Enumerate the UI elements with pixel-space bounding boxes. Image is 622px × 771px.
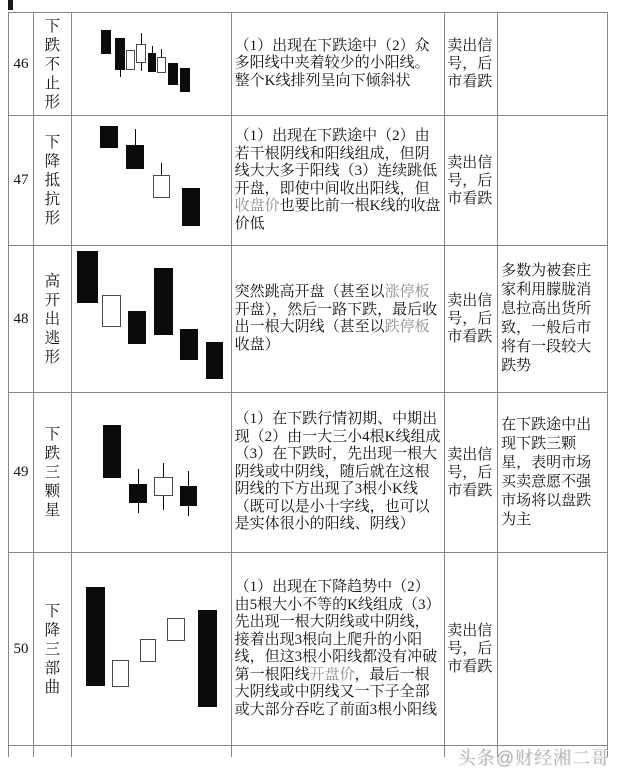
row-number: 47 — [9, 116, 34, 246]
pattern-name-cell — [34, 13, 72, 116]
pattern-name: 下跌三颗星 — [44, 426, 61, 519]
candle-black — [101, 30, 111, 54]
text-segment: 收盘） — [234, 336, 280, 353]
note-cell — [498, 13, 608, 116]
text-segment: ，最后一根大阴线或中阴线又一下子全部或大部分吞吃了前面3根小阳线 — [234, 666, 438, 718]
candle-black — [182, 188, 200, 226]
cropped-row-remnant — [8, 0, 13, 10]
note-text: 在下跌途中出现下跌三颗星，表明市场买卖意愿不强市场将以盘跌为主 — [501, 416, 592, 528]
pattern-name-cell — [34, 116, 72, 246]
candle-white — [136, 44, 146, 63]
signal-text: 卖出信号，后市看跌 — [447, 293, 493, 345]
text-segment: 突然跳高开盘（甚至以 — [234, 284, 385, 300]
pattern-description-cell — [232, 393, 446, 553]
candle-white — [157, 57, 166, 73]
candle-white — [154, 477, 173, 496]
pattern-name-cell — [34, 393, 72, 553]
note-text: 多数为被套庄家利用朦胧消息拉高出货所致，一般后市将有一段较大跌势 — [501, 263, 592, 374]
term-link[interactable]: 跌停板 — [384, 319, 430, 335]
note-text — [498, 63, 607, 65]
pattern-name-cell — [34, 553, 72, 746]
candle-white — [167, 618, 185, 641]
note-cell — [498, 116, 608, 246]
signal-text: 卖出信号，后市看跌 — [447, 446, 493, 499]
watermark: 头条@财经湘二哥 — [457, 748, 610, 768]
signal-cell — [445, 116, 498, 246]
signal-text: 卖出信号，后市看跌 — [447, 154, 493, 207]
pattern-name-cell — [34, 746, 72, 757]
candlestick-diagram — [72, 746, 232, 757]
term-link[interactable]: 收盘价 — [234, 198, 280, 214]
pattern-description — [232, 283, 445, 355]
signal-cell — [445, 393, 498, 553]
candle-black — [180, 486, 197, 506]
note-cell — [498, 246, 608, 393]
note-cell — [498, 553, 608, 746]
table-row — [9, 246, 608, 393]
candle-black — [128, 311, 146, 344]
row-number: 48 — [9, 246, 34, 393]
table-row — [9, 116, 608, 246]
term-link[interactable]: 开盘价 — [309, 666, 355, 683]
signal-cell — [445, 13, 498, 116]
table-row — [9, 13, 608, 116]
candle-black — [86, 587, 105, 686]
text-segment: （1）出现在下跌途中（2）由若干根阴线和阳线组成，但阴线大大多于阳线（3）连续跳低开盘，即使中间收出阳线，但 — [234, 128, 438, 197]
candlestick-diagram — [72, 553, 232, 746]
candle-black — [168, 63, 178, 85]
row-number: 49 — [9, 393, 34, 553]
table-row — [9, 553, 608, 746]
candle-white — [126, 50, 135, 70]
signal-text: 卖出信号，后市看跌 — [447, 623, 493, 675]
text-segment: （1）出现在下跌途中（2）众多阳线中夹着较少的小阳线。整个K线排列呈向下倾斜状 — [234, 37, 430, 89]
candle-black — [206, 342, 223, 379]
candlestick-diagram — [72, 13, 232, 116]
candle-black — [180, 68, 190, 92]
candle-black — [77, 251, 98, 303]
pattern-name: 下跌不止形 — [44, 17, 61, 111]
pattern-name: 下降抵抗形 — [44, 134, 61, 227]
candle-black — [148, 53, 156, 72]
candle-white — [140, 639, 156, 662]
candle-white — [112, 660, 129, 687]
pattern-name: 下降三部曲 — [44, 602, 61, 696]
candle-white — [153, 175, 170, 198]
pattern-table — [8, 12, 608, 757]
pattern-name: 高开出逃形 — [44, 272, 61, 366]
term-link[interactable]: 涨停板 — [384, 284, 430, 300]
candle-black — [129, 484, 147, 503]
candle-black — [115, 38, 125, 70]
candle-white — [102, 295, 121, 327]
row-number: 50 — [9, 553, 34, 746]
row-number — [9, 746, 34, 757]
signal-cell — [445, 553, 498, 746]
signal-cell — [445, 246, 498, 393]
pattern-description-cell — [232, 246, 446, 393]
candle-black — [198, 610, 217, 707]
pattern-description — [232, 127, 445, 234]
candle-black — [154, 268, 173, 335]
candle-black — [180, 329, 198, 360]
pattern-description-cell — [232, 13, 446, 116]
candlestick-diagram — [72, 246, 232, 393]
text-segment: 开盘），然后一路下跌，最后收出一根大阴线（甚至以 — [234, 301, 438, 335]
note-text — [498, 180, 607, 182]
row-number: 46 — [9, 13, 34, 116]
text-segment: （1）在下跌行情初期、中期出现（2）由一大三小4根K线组成（3）在下跌时，先出现一根大阴线或中阴线，随后就在这根阴线的下方出现了3根小K线（既可以是小十字线，也可以是实体很小的阳线、阴线） — [234, 411, 441, 533]
pattern-description — [232, 410, 445, 535]
note-cell — [498, 393, 608, 553]
candle-black — [100, 126, 118, 148]
note-text — [498, 648, 607, 650]
text-segment: （1）出现在下降趋势中（2）由5根大小不等的K线组成（3）先出现一根大阴线或中阴线，接着出现3根向上爬升的小阳线，但这3根小阳线都没有冲破第一根阳线 — [234, 579, 441, 683]
pattern-description — [232, 37, 445, 92]
pattern-description-cell — [232, 746, 446, 757]
text-segment: 也要比前一根K线的收盘价低 — [234, 198, 441, 232]
pattern-description-cell — [232, 553, 446, 746]
candlestick-diagram — [72, 393, 232, 553]
table-row — [9, 393, 608, 553]
signal-text: 卖出信号，后市看跌 — [447, 38, 493, 90]
candle-black — [126, 145, 144, 169]
candlestick-diagram — [72, 116, 232, 246]
candle-black — [103, 425, 121, 478]
pattern-name-cell — [34, 246, 72, 393]
pattern-description-cell — [232, 116, 446, 246]
pattern-description — [232, 578, 445, 720]
